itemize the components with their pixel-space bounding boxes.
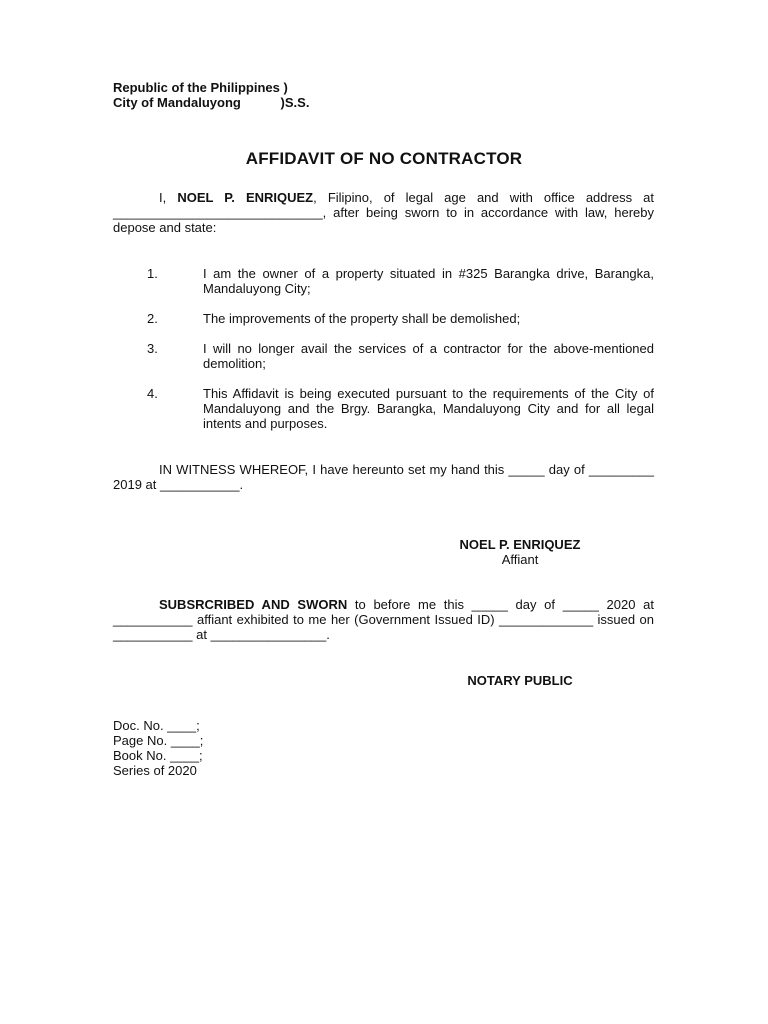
venue-line-1: Republic of the Philippines ) (113, 80, 288, 95)
affiant-role: Affiant (501, 552, 539, 567)
notary-public-label: NOTARY PUBLIC (467, 673, 573, 688)
series: Series of 2020 (113, 763, 197, 778)
list-item-text: I will no longer avail the services of a contractor for the above-mentioned demolition; (203, 341, 654, 371)
book-no: Book No. ____; (113, 748, 203, 763)
doc-no: Doc. No. ____; (113, 718, 200, 733)
venue-line-2: City of Mandaluyong )S.S. (113, 95, 310, 110)
affiant-name: NOEL P. ENRIQUEZ (459, 537, 581, 552)
jurat-rest: to before me this _____ day of _____ 2020 at ___________ affiant exhibited to me her (Government Issued ID) _____________ issued on ___________ at ________________. (113, 597, 654, 642)
list-item-number: 1. (147, 266, 158, 281)
witness-paragraph: IN WITNESS WHEREOF, I have hereunto set my hand this _____ day of _________ 2019 at ___________. (113, 462, 654, 492)
list-item (113, 386, 654, 431)
list-item-text: This Affidavit is being executed pursuant to the requirements of the City of Mandaluyong and the Brgy. Barangka, Mandaluyong City and for all legal intents and purposes. (203, 386, 654, 431)
list-item (113, 341, 654, 371)
list-item-number: 2. (147, 311, 158, 326)
jurat-bold: SUBSRCRIBED AND SWORN (159, 597, 348, 612)
document-title: AFFIDAVIT OF NO CONTRACTOR (245, 149, 523, 168)
intro-prefix: I, (159, 190, 178, 205)
list-item-text: The improvements of the property shall be demolished; (203, 311, 521, 326)
list-item-text: I am the owner of a property situated in #325 Barangka drive, Barangka, Mandaluyong City; (203, 266, 654, 296)
list-item (113, 266, 654, 296)
intro-paragraph (113, 190, 654, 235)
list-item-number: 4. (147, 386, 158, 401)
jurat-paragraph (113, 597, 654, 642)
list-item (113, 311, 654, 326)
page-no: Page No. ____; (113, 733, 204, 748)
affiant-name-inline: NOEL P. ENRIQUEZ (177, 190, 314, 205)
list-item-number: 3. (147, 341, 158, 356)
affiant-signature-block (430, 537, 610, 567)
intro-rest: , Filipino, of legal age and with office address at _____________________________, after being sworn to in accordance with law, hereby depose and state: (113, 190, 654, 235)
